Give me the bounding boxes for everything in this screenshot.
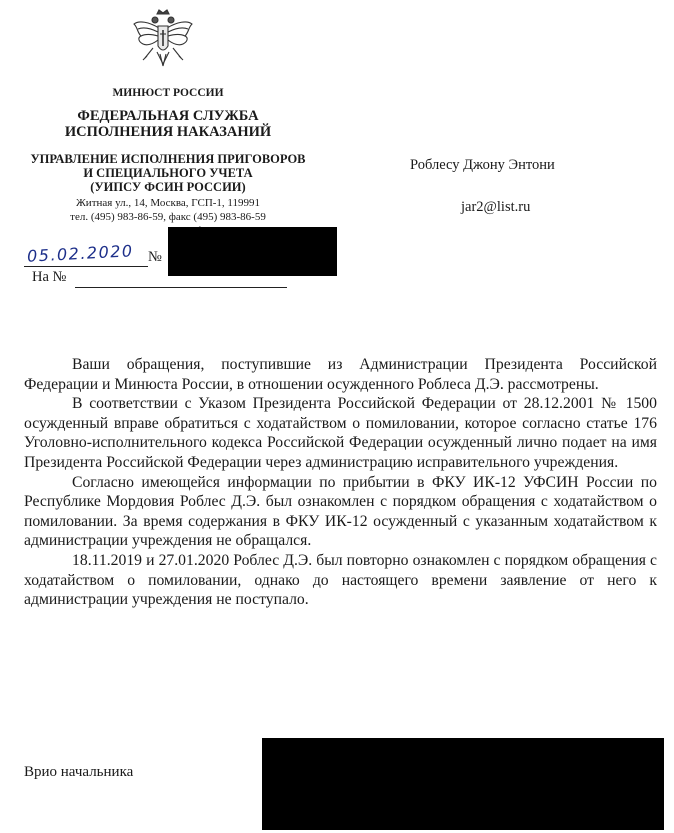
service-name — [40, 108, 296, 140]
reference-number-label: На № — [32, 269, 67, 285]
department-abbr: (УИПСУ ФСИН РОССИИ) — [90, 180, 246, 194]
service-name-line2: ИСПОЛНЕНИЯ НАКАЗАНИЙ — [64, 124, 272, 140]
department-name — [8, 152, 328, 194]
sender-phones: тел. (495) 983-86-59, факс (495) 983-86-59 — [70, 211, 266, 223]
body-paragraph: Согласно имеющейся информации по прибытии в ФКУ ИК-12 УФСИН России по Республике Мордовия Роблес Д.Э. был ознакомлен с порядком обращения с ходатайством о помиловании. За время содержания в ФКУ ИК-12 осужденный с указанным ходатайством к администрации учреждения не обращался. — [24, 473, 657, 550]
department-line2: И СПЕЦИАЛЬНОГО УЧЕТА — [83, 166, 253, 180]
sender-address: Житная ул., 14, Москва, ГСП-1, 119991 — [75, 197, 261, 209]
date-underline — [24, 266, 148, 267]
handwritten-date: 05.02.2020 — [26, 241, 135, 266]
body-paragraph: 18.11.2019 и 27.01.2020 Роблес Д.Э. был повторно ознакомлен с порядком обращения с ходатайством о помиловании, однако до настоящего времени заявление от него к администрации учреждения не поступало. — [24, 551, 657, 609]
recipient-email: jar2@list.ru — [461, 199, 531, 215]
recipient-name: Роблесу Джону Энтони — [410, 157, 555, 173]
department-line1: УПРАВЛЕНИЕ ИСПОЛНЕНИЯ ПРИГОВОРОВ — [30, 152, 306, 166]
eagle-emblem-icon — [131, 8, 195, 76]
redaction-block — [168, 227, 337, 276]
signature-redaction-block — [262, 738, 664, 830]
body-paragraph: В соответствии с Указом Президента Российской Федерации от 28.12.2001 № 1500 осужденный вправе обратиться с ходатайством о помиловании, которое согласно статье 176 Уголовно-исполнительного кодекса Российской Федерации осужденный лично подает на имя Президента Российской Федерации через администрацию исправительного учреждения. — [24, 395, 657, 471]
letter-body — [24, 355, 657, 610]
signatory-position: Врио начальника — [24, 764, 134, 780]
ministry-name: МИНЮСТ РОССИИ — [112, 87, 224, 99]
service-name-line1: ФЕДЕРАЛЬНАЯ СЛУЖБА — [77, 108, 259, 124]
reference-underline — [75, 287, 287, 288]
outgoing-number-label: № — [148, 249, 162, 265]
body-paragraph: Ваши обращения, поступившие из Администрации Президента Российской Федерации и Минюста России, в отношении осужденного Роблеса Д.Э. рассмотрены. — [24, 356, 657, 393]
